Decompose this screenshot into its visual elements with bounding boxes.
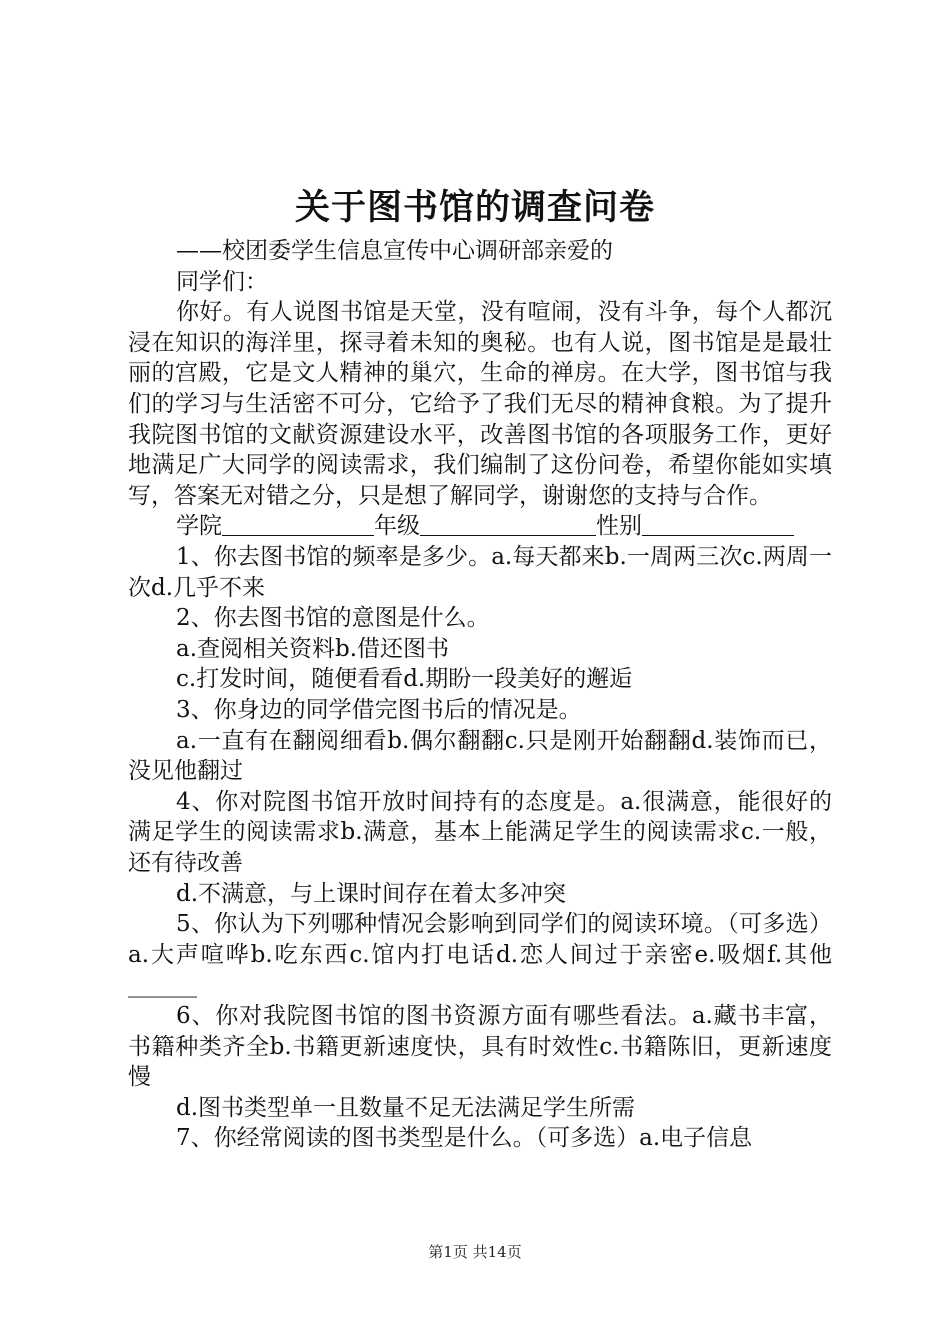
question-line: a.一直有在翻阅细看b.偶尔翻翻c.只是刚开始翻翻d.装饰而已，没见他翻过 [128,727,832,785]
page-footer: 第1页 共14页 [428,1243,522,1261]
question-line: 7、你经常阅读的图书类型是什么。（可多选）a.电子信息 [176,1125,753,1152]
subtitle: ——校团委学生信息宣传中心调研部亲爱的 [176,238,613,264]
grade-label: 年级 [374,513,420,540]
question-line: d.图书类型单一且数量不足无法满足学生所需 [176,1094,636,1121]
college-blank [222,511,374,536]
intro-paragraph: 你好。有人说图书馆是天堂，没有喧闹，没有斗争，每个人都沉浸在知识的海洋里，探寻着未知的奥秘。也有人说，图书馆是是最壮丽的宫殿，它是文人精神的巢穴，生命的禅房。在大学，图书馆与我们的学习与生活密不可分，它给予了我们无尽的精神食粮。为了提升我院图书馆的文献资源建设水平，改善图书馆的各项服务工作，更好地满足广大同学的阅读需求，我们编制了这份问卷，希望你能如实填写，答案无对错之分，只是想了解同学，谢谢您的支持与合作。 [128,299,832,509]
question-line: 5、你认为下列哪种情况会影响到同学们的阅读环境。（可多选）a.大声喧哗b.吃东西c.馆内打电话d.恋人间过于亲密e.吸烟f.其他______ [128,911,832,999]
info-fields-line [128,511,832,542]
question-line: 2、你去图书馆的意图是什么。 [176,605,490,632]
question-line: c.打发时间，随便看看d.期盼一段美好的邂逅 [176,666,633,693]
question-line: d.不满意，与上课时间存在着太多冲突 [176,880,567,907]
gender-blank [642,511,794,536]
question-line: 1、你去图书馆的频率是多少。a.每天都来b.一周两三次c.两周一次d.几乎不来 [128,544,832,601]
question-line: 4、你对院图书馆开放时间持有的态度是。a.很满意，能很好的满足学生的阅读需求b.满意，基本上能满足学生的阅读需求c.一般，还有待改善 [128,788,832,877]
grade-blank [420,511,596,536]
document-body [128,236,832,1154]
document-title: 关于图书馆的调查问卷 [294,187,655,228]
question-line: 6、你对我院图书馆的图书资源方面有哪些看法。a.藏书丰富，书籍种类齐全b.书籍更新速度快，具有时效性c.书籍陈旧，更新速度慢 [128,1002,832,1091]
question-line: a.查阅相关资料b.借还图书 [176,635,450,662]
college-label: 学院 [176,513,222,540]
gender-label: 性别 [596,513,642,540]
greeting: 同学们： [176,268,268,295]
question-line: 3、你身边的同学借完图书后的情况是。 [176,697,582,724]
